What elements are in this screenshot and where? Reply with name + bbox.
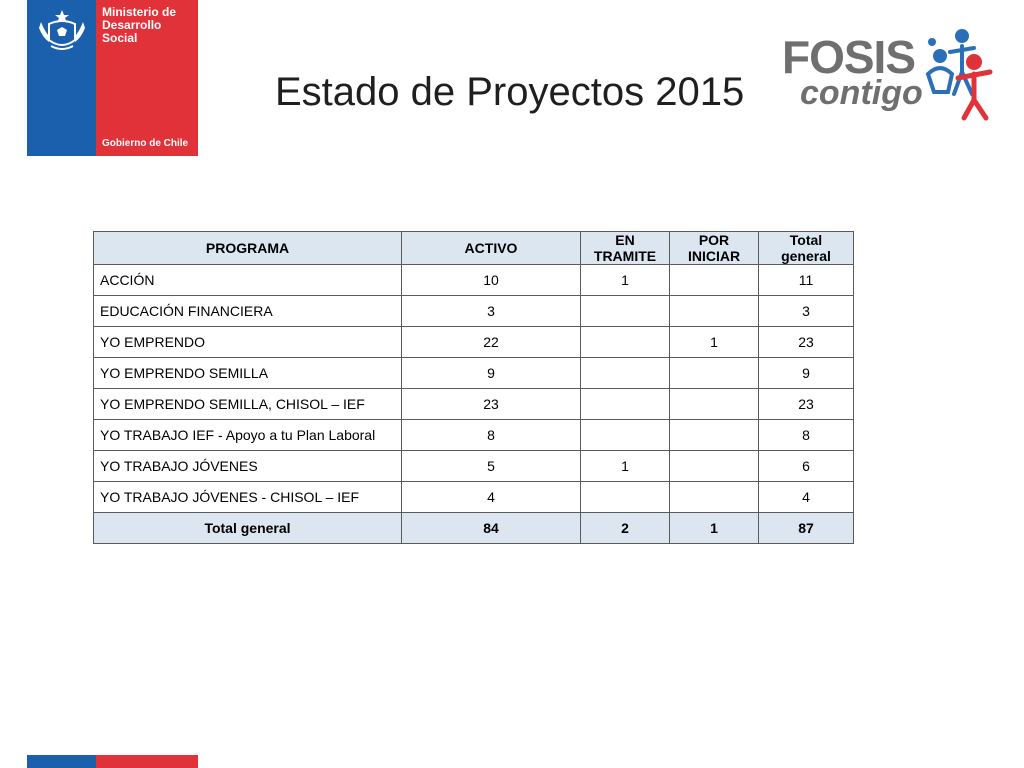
table-header-row [94,232,854,265]
table-row [94,389,854,420]
total-por-iniciar: 1 [670,513,759,544]
cell-activo: 5 [402,451,581,482]
table-total-row [94,513,854,544]
table-row [94,420,854,451]
cell-activo: 3 [402,296,581,327]
cell-total: 9 [759,358,854,389]
cell-total: 23 [759,389,854,420]
header-en-tramite: EN TRAMITE [581,232,670,265]
total-general: 87 [759,513,854,544]
cell-en-tramite: 1 [581,451,670,482]
cell-total: 3 [759,296,854,327]
cell-total: 6 [759,451,854,482]
cell-total: 4 [759,482,854,513]
cell-total: 23 [759,327,854,358]
cell-en-tramite: 1 [581,265,670,296]
cell-por-iniciar [670,389,759,420]
table-row [94,482,854,513]
cell-activo: 4 [402,482,581,513]
cell-total: 8 [759,420,854,451]
ministry-name: Ministerio de Desarrollo Social [102,5,177,45]
table-row [94,296,854,327]
ministry-logo [27,0,198,156]
coat-of-arms-icon [35,6,89,54]
logo-red-panel [96,0,198,156]
footer-stripe-red [96,755,198,768]
cell-activo: 8 [402,420,581,451]
cell-activo: 9 [402,358,581,389]
logo-blue-panel [27,0,96,156]
cell-programa: YO EMPRENDO SEMILLA, CHISOL – IEF [94,389,402,420]
fosis-tagline: contigo [800,74,923,112]
header-total-general: Total general [759,232,854,265]
cell-por-iniciar [670,420,759,451]
cell-programa: EDUCACIÓN FINANCIERA [94,296,402,327]
cell-en-tramite [581,420,670,451]
table-row [94,265,854,296]
cell-programa: YO TRABAJO JÓVENES - CHISOL – IEF [94,482,402,513]
page-title: Estado de Proyectos 2015 [275,70,745,114]
cell-por-iniciar [670,265,759,296]
total-activo: 84 [402,513,581,544]
header-activo: ACTIVO [402,232,581,265]
cell-programa: YO TRABAJO JÓVENES [94,451,402,482]
cell-programa: YO EMPRENDO SEMILLA [94,358,402,389]
cell-activo: 10 [402,265,581,296]
fosis-wordmark: FOSIS [782,31,916,83]
cell-por-iniciar: 1 [670,327,759,358]
cell-en-tramite [581,327,670,358]
cell-programa: YO TRABAJO IEF - Apoyo a tu Plan Laboral [94,420,402,451]
table-row [94,451,854,482]
cell-en-tramite [581,389,670,420]
cell-activo: 22 [402,327,581,358]
total-label: Total general [94,513,402,544]
cell-programa: YO EMPRENDO [94,327,402,358]
cell-por-iniciar [670,358,759,389]
cell-activo: 23 [402,389,581,420]
cell-por-iniciar [670,482,759,513]
government-label: Gobierno de Chile [102,138,189,149]
cell-por-iniciar [670,451,759,482]
footer-flag-stripe [27,755,198,768]
fosis-logo [780,22,1000,122]
footer-stripe-blue [27,755,96,768]
people-figures-icon [920,22,1000,122]
table-row [94,327,854,358]
cell-total: 11 [759,265,854,296]
cell-en-tramite [581,296,670,327]
cell-en-tramite [581,482,670,513]
header-programa: PROGRAMA [94,232,402,265]
cell-en-tramite [581,358,670,389]
header-por-iniciar: POR INICIAR [670,232,759,265]
cell-programa: ACCIÓN [94,265,402,296]
projects-table [93,231,854,544]
total-en-tramite: 2 [581,513,670,544]
cell-por-iniciar [670,296,759,327]
table-row [94,358,854,389]
